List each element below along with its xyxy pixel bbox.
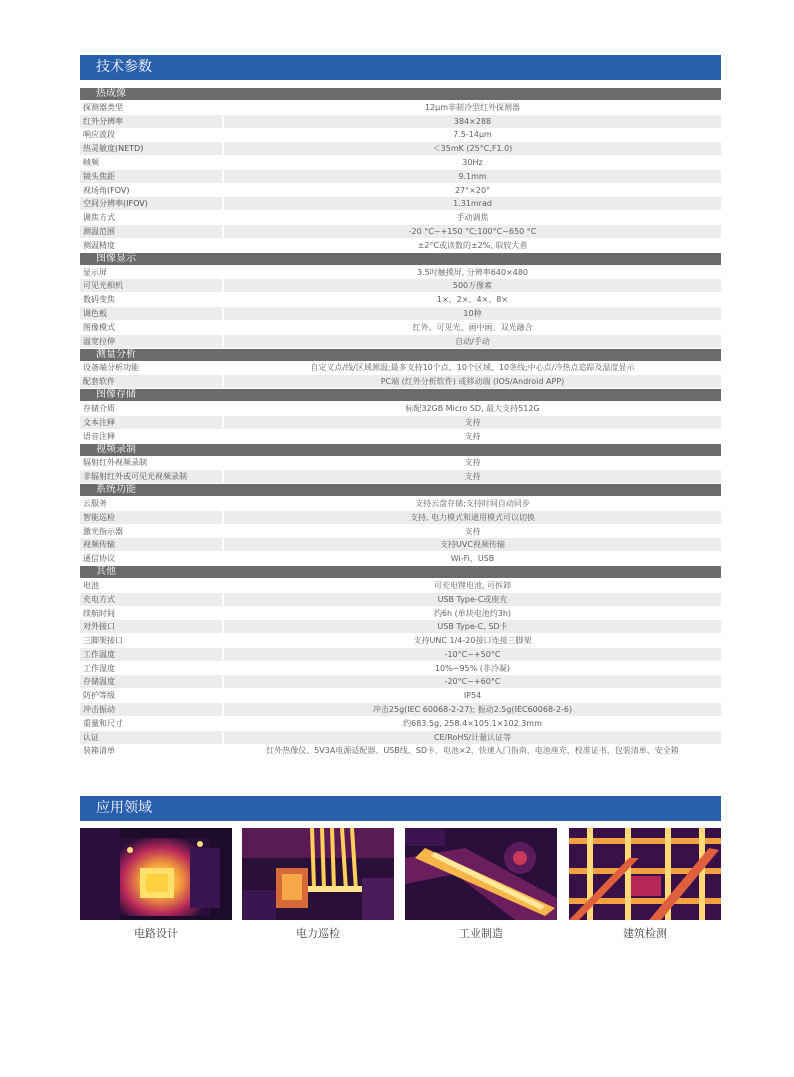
spec-row (80, 731, 721, 744)
spec-section-header: 图像存储 (80, 389, 721, 401)
spec-row (80, 307, 721, 320)
spec-label: 温宽拉伸 (80, 335, 224, 348)
spec-row (80, 593, 721, 606)
spec-row (80, 225, 721, 238)
spec-label: 工作温度 (80, 648, 224, 661)
spec-value: Wi-Fi、USB (450, 554, 495, 564)
spec-value: 自定义点/线/区域测温;最多支持10个点、10个区域、10条线;中心点/冷热点追踪及温度显示 (310, 363, 635, 373)
spec-value: -10°C~+50°C (224, 648, 721, 661)
spec-value: 自动/手动 (224, 335, 721, 348)
spec-label: 续航时间 (80, 607, 224, 620)
spec-label: 充电方式 (80, 593, 224, 606)
spec-value: 约6h (单块电池约3h) (433, 608, 512, 618)
spec-value: CE/RoHS/计量认证等 (224, 731, 721, 744)
spec-section-header: 测量分析 (80, 349, 721, 361)
spec-row (80, 279, 721, 292)
spec-label: 非辐射红外或可见光视频录制 (80, 470, 224, 483)
spec-row (80, 184, 721, 197)
spec-label: 帧频 (80, 156, 224, 169)
spec-label: 设备端分析功能 (80, 361, 224, 374)
spec-label: 调色板 (80, 307, 224, 320)
spec-section-header: 热成像 (80, 88, 721, 100)
application-grid (80, 828, 721, 948)
spec-label: 测温范围 (80, 225, 224, 238)
spec-section-banner (80, 55, 721, 80)
spec-label: 视场角(FOV) (80, 184, 224, 197)
spec-row (80, 239, 721, 252)
spec-label: 对外接口 (80, 620, 224, 633)
application-caption: 电路设计 (134, 927, 178, 940)
spec-row (80, 648, 721, 661)
spec-label: 数码变焦 (80, 293, 224, 306)
spec-value: 1×、2×、4×、8× (436, 295, 509, 305)
spec-value: 红外、可见光、画中画、双光融合 (412, 322, 533, 332)
spec-value: USB Type-C或座充 (224, 593, 721, 606)
spec-label: 图像模式 (80, 321, 224, 334)
spec-value: 支持 (464, 526, 481, 536)
spec-label: 红外分辨率 (80, 115, 224, 128)
spec-table (80, 87, 721, 757)
spec-value: 384×288 (224, 115, 721, 128)
spec-label: 电池 (80, 579, 224, 592)
spec-row (80, 717, 721, 730)
spec-label: 调焦方式 (80, 211, 224, 224)
spec-label: 智能巡检 (80, 511, 224, 524)
spec-row (80, 321, 721, 334)
spec-value: 3.5吋触摸屏, 分辨率640×480 (416, 267, 529, 277)
spec-row (80, 525, 721, 538)
spec-label: 探测器类型 (80, 101, 224, 114)
spec-row (80, 456, 721, 469)
spec-label: 重量和尺寸 (80, 717, 224, 730)
spec-label: 激光指示器 (80, 525, 224, 538)
thermal-building-structure-image (569, 828, 721, 920)
spec-row (80, 211, 721, 224)
spec-row (80, 197, 721, 210)
spec-value: 支持 (464, 431, 481, 441)
spec-row (80, 511, 721, 524)
application-caption: 建筑检测 (623, 927, 667, 940)
thermal-circuit-board-image (80, 828, 232, 920)
spec-value: 约683.5g, 258.4×105.1×102.3mm (403, 718, 542, 728)
spec-section-header: 系统功能 (80, 484, 721, 496)
spec-label: 云服务 (80, 497, 224, 510)
spec-value: PC端 (红外分析软件) 或移动端 (IOS/Android APP) (224, 375, 721, 388)
spec-row (80, 470, 721, 483)
spec-value: 支持 (464, 458, 481, 468)
spec-row (80, 538, 721, 551)
spec-value: 支持, 电力模式和通用模式可以切换 (224, 511, 721, 524)
spec-row (80, 620, 721, 633)
spec-label: 防护等级 (80, 689, 224, 702)
spec-value: 30Hz (462, 157, 483, 167)
spec-value: 标配32GB Micro SD, 最大支持512G (405, 403, 540, 413)
application-caption: 工业制造 (459, 927, 503, 940)
spec-value: 红外热像仪、5V3A电源适配器、USB线、SD卡、电池×2、快速入门指南、电池座充、校准证书、包装清单、安全箱 (266, 746, 679, 756)
application-item-industrial (405, 828, 557, 940)
spec-value: 27°×20° (454, 185, 491, 195)
spec-label: 配套软件 (80, 375, 224, 388)
spec-label: 三脚架接口 (80, 634, 224, 647)
spec-value: ±2°C或读数的±2%, 取较大者 (417, 240, 528, 250)
spec-label: 通信协议 (80, 552, 224, 565)
spec-label: 可见光相机 (80, 279, 224, 292)
spec-label: 认证 (80, 731, 224, 744)
spec-value: 可充电锂电池, 可拆卸 (433, 580, 512, 590)
spec-value: USB Type-C, SD卡 (224, 620, 721, 633)
spec-label: 存储温度 (80, 675, 224, 688)
spec-row (80, 402, 721, 415)
spec-row (80, 361, 721, 374)
spec-label: 测温精度 (80, 239, 224, 252)
spec-row (80, 416, 721, 429)
spec-label: 辐射红外视频录制 (80, 456, 224, 469)
spec-label: 装箱清单 (80, 744, 224, 757)
spec-row (80, 689, 721, 702)
spec-value: 支持 (224, 470, 721, 483)
spec-value: 1.31mrad (224, 197, 721, 210)
spec-value: 支持云盘存储;支持时间自动同步 (415, 498, 530, 508)
spec-label: 视频传输 (80, 538, 224, 551)
spec-row (80, 662, 721, 675)
spec-row (80, 430, 721, 443)
spec-value: ＜35mK (25°C,F1.0) (224, 142, 721, 155)
application-caption: 电力巡检 (296, 927, 340, 940)
spec-row (80, 675, 721, 688)
spec-row (80, 101, 721, 114)
spec-row (80, 744, 721, 757)
spec-value: 500万像素 (224, 279, 721, 292)
spec-row (80, 293, 721, 306)
spec-value: 10种 (224, 307, 721, 320)
spec-row (80, 156, 721, 169)
spec-label: 响应波段 (80, 128, 224, 141)
spec-row (80, 703, 721, 716)
spec-row (80, 128, 721, 141)
spec-label: 空间分辨率(IFOV) (80, 197, 224, 210)
spec-row (80, 375, 721, 388)
thermal-power-cabinet-image (242, 828, 394, 920)
spec-label: 冲击振动 (80, 703, 224, 716)
spec-row (80, 634, 721, 647)
application-section-title: 应用领域 (96, 800, 152, 816)
spec-value: 7.5-14μm (453, 130, 492, 140)
spec-row (80, 115, 721, 128)
spec-value: 10%~95% (非冷凝) (434, 663, 511, 673)
thermal-industrial-machine-image (405, 828, 557, 920)
spec-row (80, 335, 721, 348)
spec-row (80, 142, 721, 155)
application-item-power (242, 828, 394, 940)
spec-row (80, 607, 721, 620)
spec-value: -20 °C~+150 °C;100°C~650 °C (224, 225, 721, 238)
spec-row (80, 497, 721, 510)
spec-row (80, 552, 721, 565)
spec-section-header: 图像显示 (80, 253, 721, 265)
spec-label: 语音注释 (80, 430, 224, 443)
spec-label: 存储介质 (80, 402, 224, 415)
application-item-building (569, 828, 721, 940)
application-item-circuit (80, 828, 232, 940)
spec-label: 镜头焦距 (80, 170, 224, 183)
spec-section-header: 其他 (80, 566, 721, 578)
spec-row (80, 170, 721, 183)
spec-label: 热灵敏度(NETD) (80, 142, 224, 155)
spec-label: 显示屏 (80, 266, 224, 279)
spec-section-title: 技术参数 (96, 59, 152, 75)
spec-label: 工作湿度 (80, 662, 224, 675)
spec-value: 9.1mm (224, 170, 721, 183)
spec-value: 支持UVC视频传输 (224, 538, 721, 551)
spec-value: -20°C~+60°C (224, 675, 721, 688)
application-section-banner (80, 796, 721, 821)
spec-value: IP54 (463, 691, 482, 701)
spec-value: 12μm非制冷型红外探测器 (424, 102, 521, 112)
spec-value: 手动调焦 (456, 213, 489, 223)
spec-value: 冲击25g(IEC 60068-2-27); 振动2.5g(IEC60068-2-6) (224, 703, 721, 716)
spec-row (80, 266, 721, 279)
spec-row (80, 579, 721, 592)
spec-value: 支持UNC 1/4-20接口连接三脚架 (413, 636, 532, 646)
spec-label: 文本注释 (80, 416, 224, 429)
spec-section-header: 视频录制 (80, 444, 721, 456)
spec-value: 支持 (224, 416, 721, 429)
